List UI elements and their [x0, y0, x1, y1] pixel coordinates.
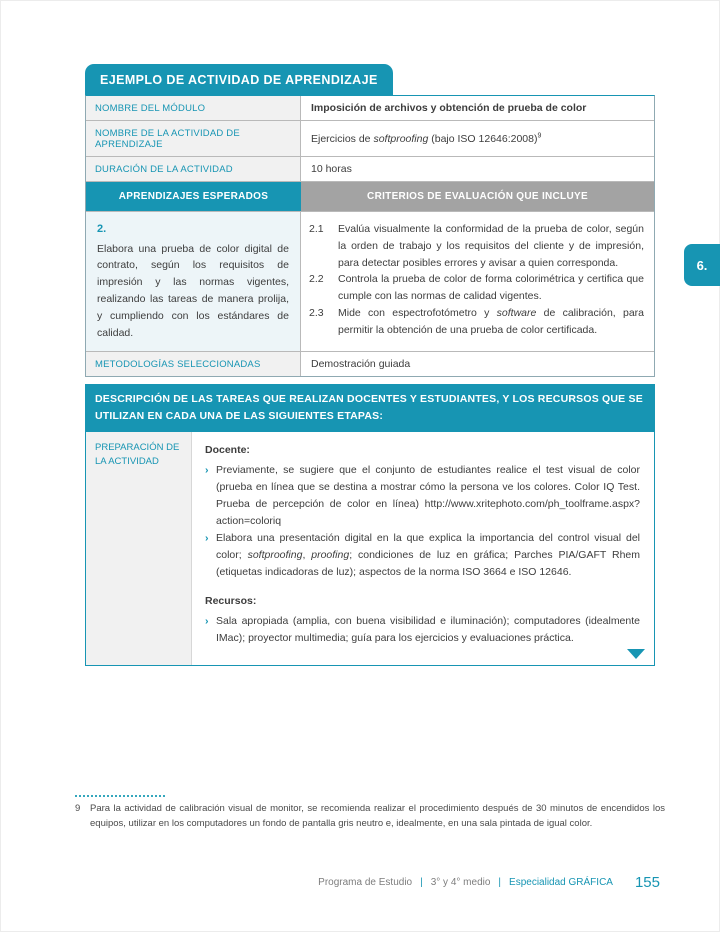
criteria-item	[309, 221, 644, 271]
tasks-description-band: DESCRIPCIÓN DE LAS TAREAS QUE REALIZAN DOCENTES Y ESTUDIANTES, Y LOS RECURSOS QUE SE UTILIZAN EN CADA UNA DE LAS SIGUIENTES ETAPAS:	[85, 384, 655, 432]
page-number: 155	[634, 874, 660, 891]
table-row	[86, 352, 654, 376]
activity-name-label: NOMBRE DE LA ACTIVIDAD DE APRENDIZAJE	[86, 121, 301, 156]
criteria-item	[309, 271, 644, 305]
footnote-number: 9	[75, 803, 81, 814]
criteria-item-number: 2.3	[309, 306, 324, 319]
footnote-reference: 9	[537, 132, 542, 139]
chapter-number-tab: 6.	[684, 244, 720, 286]
table-row	[86, 96, 654, 121]
footer-specialty: Especialidad GRÁFICA	[509, 877, 613, 888]
activity-table	[85, 95, 655, 377]
xrite-url-link[interactable]: http://www.xritephoto.com/ph_toolframe.aspx?action=coloriq	[216, 497, 640, 527]
footer-separator: |	[498, 877, 502, 888]
table-header-row	[86, 182, 654, 212]
criteria-item-number: 2.2	[309, 273, 324, 286]
docente-bullet-2-text: Elabora una presentación digital en la que explica la importancia del control visual del color; softproofing, proofing; condiciones de luz en gráfica; Parches PIA/GAFT Rhem (etiquetas indicadoras de luz); aspectos de la norma ISO 3664 e ISO 12646.	[216, 531, 641, 578]
footnote	[75, 795, 665, 831]
criteria-item	[309, 305, 644, 339]
footnote-separator-rule	[75, 795, 165, 797]
recursos-heading: Recursos:	[205, 594, 257, 607]
activity-title-tab: EJEMPLO DE ACTIVIDAD DE APRENDIZAJE	[85, 64, 393, 95]
table-row	[86, 157, 654, 182]
criteria-item-text: Evalúa visualmente la conformidad de la prueba de color, según la orden de trabajo y los requisitos del cliente y de impresión, para detectar posibles errores y avisar a quien corresponda.	[338, 223, 644, 269]
expected-learning-header: APRENDIZAJES ESPERADOS	[86, 182, 301, 211]
expected-learning-cell	[86, 212, 301, 351]
activity-name-text: Ejercicios de softproofing (bajo ISO 12646:2008)$^9$	[311, 132, 542, 145]
duration-value: 10 horas	[301, 157, 654, 181]
footer-program-title: Programa de Estudio	[318, 877, 413, 888]
preparation-content	[192, 432, 654, 665]
recursos-bullet	[205, 613, 640, 647]
criteria-cell	[301, 212, 654, 351]
footnote-text: Para la actividad de calibración visual de monitor, se recomienda realizar el procedimiento después de 30 minutos de encendidos los equipos, utilizar en los computadores un fondo de pantalla gris neutro e, idealmente, en una sala pintada de igual color.	[90, 803, 665, 829]
table-row	[86, 121, 654, 157]
footnote-row	[75, 802, 665, 831]
bullet-marker-icon: ›	[205, 463, 209, 476]
page-footer	[318, 874, 660, 891]
preparation-section	[85, 432, 655, 666]
footer-grade: 3° y 4° medio	[430, 877, 491, 888]
footer-separator: |	[420, 877, 423, 888]
expected-learning-number: 2.	[97, 223, 107, 235]
duration-label: DURACIÓN DE LA ACTIVIDAD	[86, 157, 301, 181]
criteria-header: CRITERIOS DE EVALUACIÓN QUE INCLUYE	[301, 182, 654, 211]
continuation-arrow-icon	[627, 649, 645, 659]
activity-name-value	[301, 121, 654, 156]
preparation-stage-label: PREPARACIÓN DE LA ACTIVIDAD	[86, 432, 192, 665]
recursos-bullet-text: Sala apropiada (amplia, con buena visibilidad e iluminación); computadores (idealmente IMac); proyector multimedia; guía para los ejercicios y evaluaciones práctica.	[216, 614, 640, 644]
bullet-marker-icon: ›	[205, 614, 209, 627]
bullet-marker-icon: ›	[205, 531, 209, 544]
docente-bullet-1-text: Previamente, se sugiere que el conjunto de estudiantes realice el test visual de color (prueba en línea que se destina a mostrar cómo la persona ve los colores. Color IQ Test. Prueba de percepción de color en línea) http://www.xritephoto.com/ph_toolframe.aspx?action=coloriq	[216, 463, 640, 527]
expected-learning-text: Elabora una prueba de color digital de contrato, según los requisitos de impresión y las normas vigentes, realizando las tareas de manera prolija, y cumpliendo con los estándares de calidad.	[97, 242, 289, 339]
activity-sheet	[85, 64, 655, 666]
criteria-item-text: Controla la prueba de color de forma colorimétrica y certifica que cumple con las normas de calidad vigentes.	[338, 273, 644, 303]
docente-bullet-1	[205, 462, 640, 530]
module-name-value: Imposición de archivos y obtención de prueba de color	[301, 96, 654, 120]
methodology-value: Demostración guiada	[301, 352, 654, 376]
docente-heading: Docente:	[205, 443, 250, 456]
docente-bullet-2	[205, 530, 640, 581]
methodology-label: METODOLOGÍAS SELECCIONADAS	[86, 352, 301, 376]
criteria-item-text: Mide con espectrofotómetro y software de calibración, para permitir la obtención de una prueba de color certificada.	[338, 306, 644, 336]
module-name-label: NOMBRE DEL MÓDULO	[86, 96, 301, 120]
table-body-row	[86, 212, 654, 352]
criteria-item-number: 2.1	[309, 223, 324, 235]
